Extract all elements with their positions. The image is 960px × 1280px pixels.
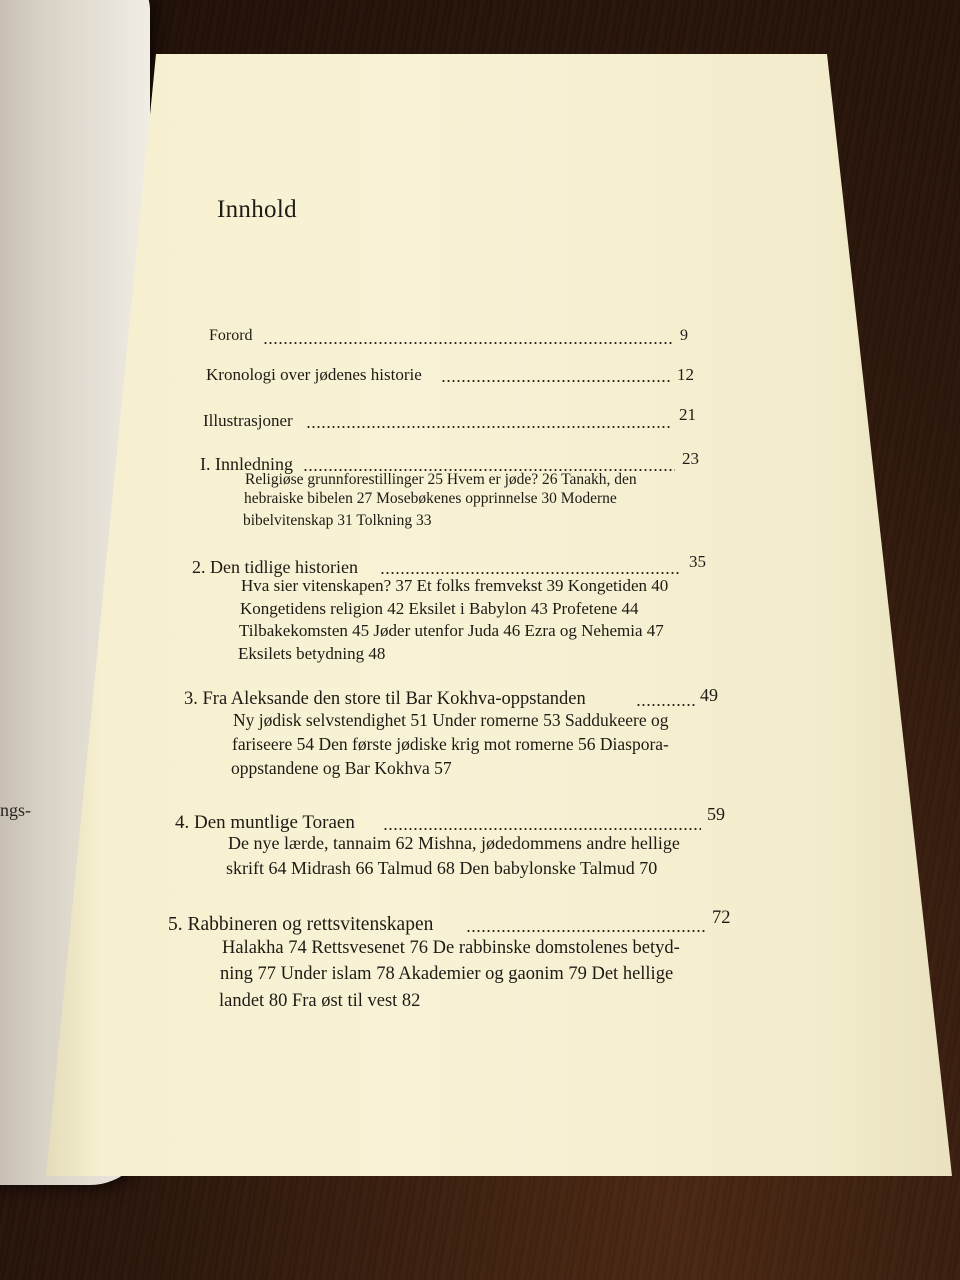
toc-entry-label: Illustrasjoner — [203, 411, 293, 430]
leader-dots — [306, 426, 670, 428]
toc-chapter-label: 4. Den muntlige Toraen — [175, 812, 355, 833]
leader-dots — [636, 704, 696, 706]
leader-dots — [263, 342, 673, 344]
toc-chapter-page: 59 — [707, 804, 725, 824]
toc-entry-page: 21 — [679, 405, 696, 424]
leader-dots — [380, 572, 680, 574]
toc-entry-label: Forord — [209, 327, 253, 344]
toc-entry-label: Kronologi over jødenes historie — [206, 365, 422, 384]
toc-subsections-line: skrift 64 Midrash 66 Talmud 68 Den babylonske Talmud 70 — [226, 858, 658, 878]
leader-dots — [466, 930, 706, 932]
toc-subsections-line: Eksilets betydning 48 — [238, 644, 386, 663]
toc-subsections-line: hebraiske bibelen 27 Mosebøkenes opprinnelse 30 Moderne — [244, 490, 617, 507]
toc-chapter-label: 3. Fra Aleksande den store til Bar Kokhva-oppstanden — [184, 689, 586, 709]
toc-chapter-page: 35 — [689, 552, 706, 571]
toc-chapter-page: 23 — [682, 449, 699, 468]
toc-chapter-label: I. Innledning — [200, 454, 293, 474]
toc-title: Innhold — [217, 196, 297, 223]
toc-subsections-line: Religiøse grunnforestillinger 25 Hvem er jøde? 26 Tanakh, den — [245, 471, 637, 488]
toc-chapter-label: 2. Den tidlige historien — [192, 557, 358, 577]
toc-subsections-line: Kongetidens religion 42 Eksilet i Babylon 43 Profetene 44 — [240, 599, 639, 618]
toc-subsections-line: Tilbakekomsten 45 Jøder utenfor Juda 46 Ezra og Nehemia 47 — [239, 621, 664, 640]
leader-dots — [441, 380, 671, 382]
leader-dots — [383, 828, 701, 830]
toc-subsections-line: Halakha 74 Rettsvesenet 76 De rabbinske domstolenes betyd- — [222, 938, 680, 958]
toc-chapter-label: 5. Rabbineren og rettsvitenskapen — [168, 914, 434, 935]
toc-subsections-line: oppstandene og Bar Kokhva 57 — [231, 758, 452, 778]
facing-page-text-fragment: ngs- — [0, 800, 31, 820]
toc-entry-page: 9 — [680, 327, 688, 344]
toc-subsections-line: De nye lærde, tannaim 62 Mishna, jødedommens andre hellige — [228, 833, 680, 853]
toc-subsections-line: landet 80 Fra øst til vest 82 — [219, 991, 421, 1011]
toc-chapter-page: 49 — [700, 685, 718, 705]
toc-chapter-page: 72 — [712, 908, 731, 928]
toc-entry-page: 12 — [677, 365, 694, 384]
toc-subsections-line: ning 77 Under islam 78 Akademier og gaonim 79 Det hellige — [220, 964, 674, 984]
toc-subsections-line: bibelvitenskap 31 Tolkning 33 — [243, 512, 432, 529]
toc-subsections-line: Hva sier vitenskapen? 37 Et folks fremvekst 39 Kongetiden 40 — [241, 576, 669, 595]
toc-subsections-line: Ny jødisk selvstendighet 51 Under romerne 53 Saddukeere og — [233, 710, 669, 730]
toc-subsections-line: fariseere 54 Den første jødiske krig mot romerne 56 Diaspora- — [232, 734, 669, 754]
